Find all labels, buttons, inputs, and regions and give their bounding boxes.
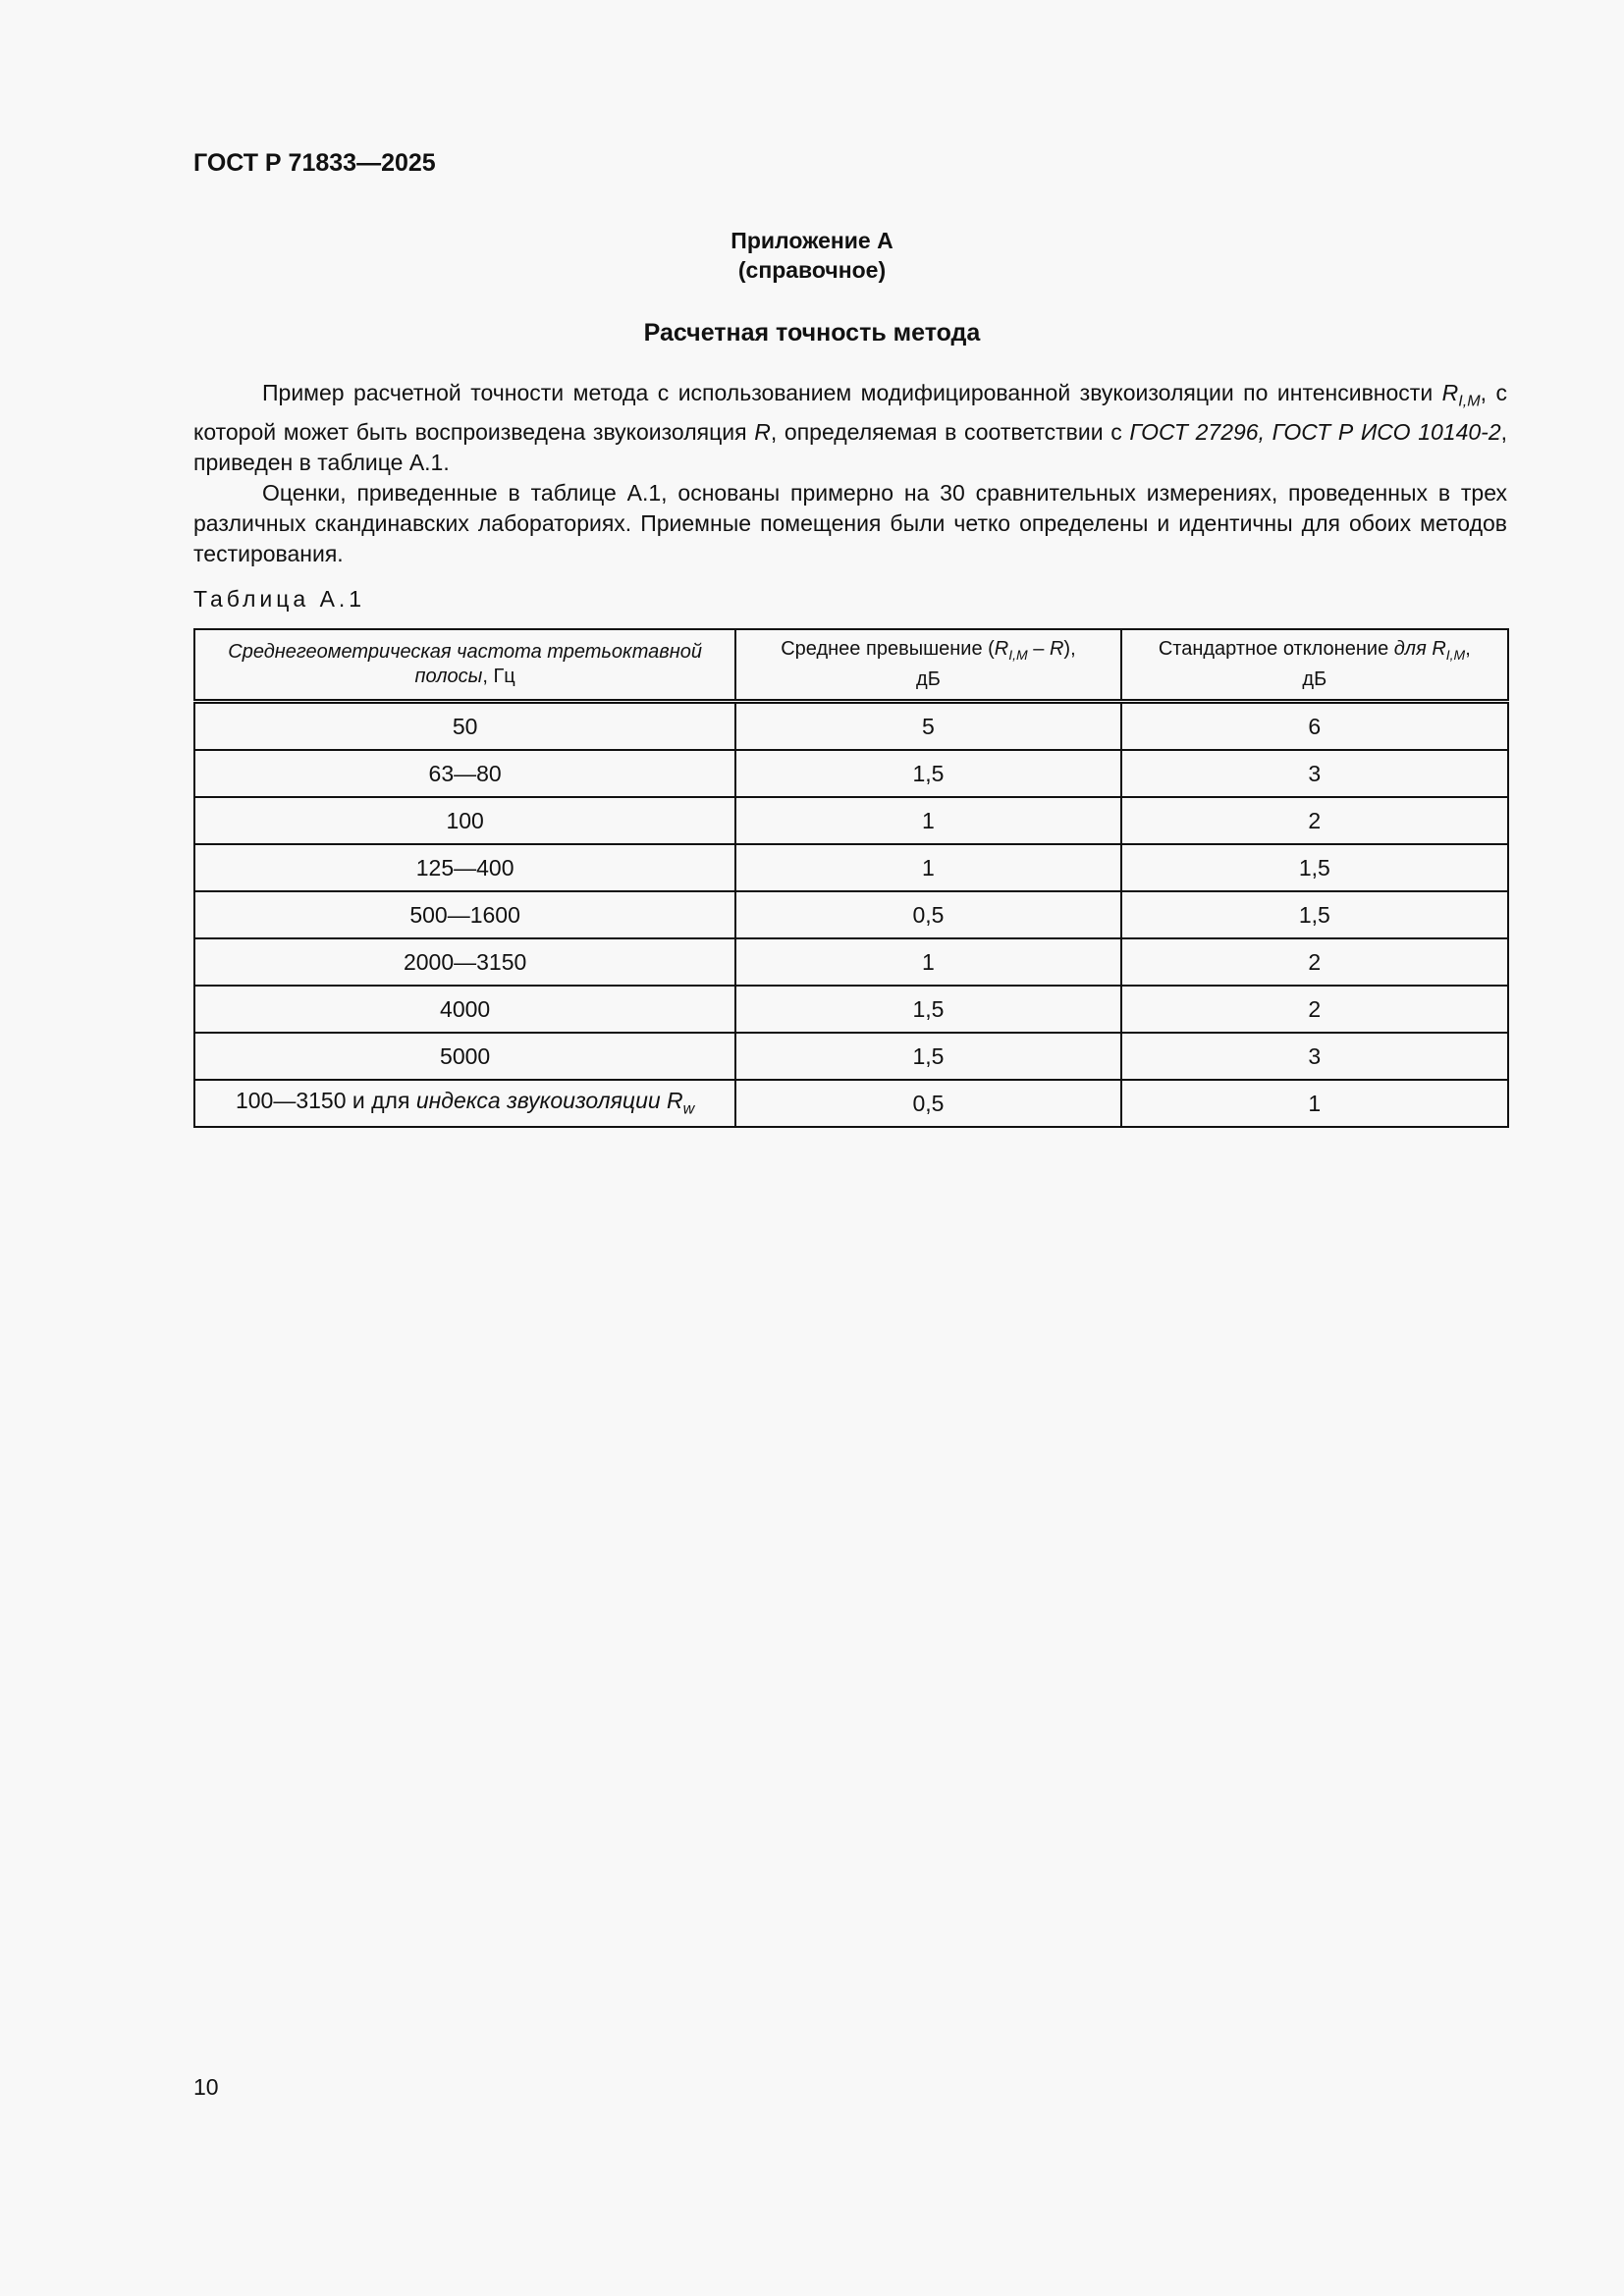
paragraph-1-text: , определяемая в соответствии с (770, 418, 1130, 445)
subscript-im: I,M (1008, 647, 1028, 663)
paragraph-1-text: , с которой может быть воспроизведена звукоизоляция (193, 380, 1508, 445)
cell-std: 2 (1121, 938, 1508, 986)
symbol-r: R (994, 638, 1009, 660)
header-mean-text: ), (1063, 638, 1076, 660)
cell-frequency: 100 (194, 797, 735, 844)
body-text (193, 378, 1507, 569)
cell-mean: 1,5 (735, 986, 1120, 1033)
cell-std: 2 (1121, 797, 1508, 844)
table-row (194, 750, 1508, 797)
cell-mean: 1 (735, 797, 1120, 844)
table-row-summary (194, 1080, 1508, 1127)
cell-std: 6 (1121, 702, 1508, 751)
cell-frequency: 4000 (194, 986, 735, 1033)
cell-mean: 1 (735, 938, 1120, 986)
cell-std: 3 (1121, 1033, 1508, 1080)
header-mean-excess (735, 629, 1120, 702)
cell-mean: 5 (735, 702, 1120, 751)
subscript-im: I,M (1458, 392, 1481, 410)
appendix-title: Приложение А (731, 228, 893, 253)
paragraph-1-text: , приведен в таблице А.1. (193, 418, 1507, 475)
header-std-dev (1121, 629, 1508, 702)
table-row (194, 1033, 1508, 1080)
paragraph-1 (193, 378, 1507, 478)
table-row (194, 891, 1508, 938)
header-mean-unit: дБ (916, 668, 941, 690)
cell-mean: 1,5 (735, 750, 1120, 797)
symbol-r: R (1441, 380, 1459, 405)
standard-reference: ГОСТ 27296, ГОСТ Р ИСО 10140-2 (1129, 418, 1501, 445)
cell-frequency-index: индекса звукоизоляции R (415, 1088, 683, 1114)
table-row (194, 702, 1508, 751)
cell-std: 1,5 (1121, 891, 1508, 938)
cell-frequency: 500—1600 (194, 891, 735, 938)
cell-std: 3 (1121, 750, 1508, 797)
cell-mean: 1,5 (735, 1033, 1120, 1080)
header-std-text: Стандартное отклонение (1158, 638, 1394, 660)
symbol-r: R (1049, 638, 1064, 660)
symbol-r: R (754, 418, 771, 445)
header-frequency (194, 629, 735, 702)
minus-sign: – (1027, 638, 1050, 660)
paragraph-2: Оценки, приведенные в таблице А.1, основаны примерно на 30 сравнительных измерениях, проведенных в трех различных скандинавских лабораториях. Приемные помещения были четко определены и идентичны для обоих методов тестирования. (193, 479, 1507, 566)
cell-mean: 0,5 (735, 1080, 1120, 1127)
page-number: 10 (193, 2074, 219, 2100)
cell-std: 1,5 (1121, 844, 1508, 891)
cell-std: 1 (1121, 1080, 1508, 1127)
cell-frequency: 125—400 (194, 844, 735, 891)
table-row (194, 844, 1508, 891)
header-frequency-unit: , Гц (482, 666, 515, 687)
table-caption: Таблица А.1 (193, 586, 366, 612)
section-title: Расчетная точность метода (643, 319, 981, 347)
accuracy-table (193, 628, 1509, 1128)
cell-frequency (194, 1080, 735, 1127)
cell-mean: 1 (735, 844, 1120, 891)
table-row (194, 938, 1508, 986)
document-code: ГОСТ Р 71833—2025 (193, 149, 436, 177)
table-row (194, 797, 1508, 844)
table-header-row (194, 629, 1508, 702)
subscript-im: I,M (1445, 647, 1466, 663)
cell-frequency: 2000—3150 (194, 938, 735, 986)
header-frequency-text: Среднегеометрическая частота третьоктавной полосы (228, 641, 702, 687)
cell-std: 2 (1121, 986, 1508, 1033)
cell-mean: 0,5 (735, 891, 1120, 938)
header-std-text: , (1465, 638, 1471, 660)
cell-frequency: 50 (194, 702, 735, 751)
table-row (194, 986, 1508, 1033)
header-std-italic: для R (1393, 638, 1446, 660)
subscript-w: w (682, 1099, 695, 1118)
paragraph-1-text: Пример расчетной точности метода с использованием модифицированной звукоизоляции по интенсивности (262, 380, 1442, 405)
appendix-type: (справочное) (737, 257, 887, 283)
header-mean-text: Среднее превышение ( (781, 638, 995, 660)
cell-frequency-text: 100—3150 и для (235, 1088, 416, 1114)
cell-frequency: 63—80 (194, 750, 735, 797)
header-std-unit: дБ (1302, 668, 1327, 690)
cell-frequency: 5000 (194, 1033, 735, 1080)
